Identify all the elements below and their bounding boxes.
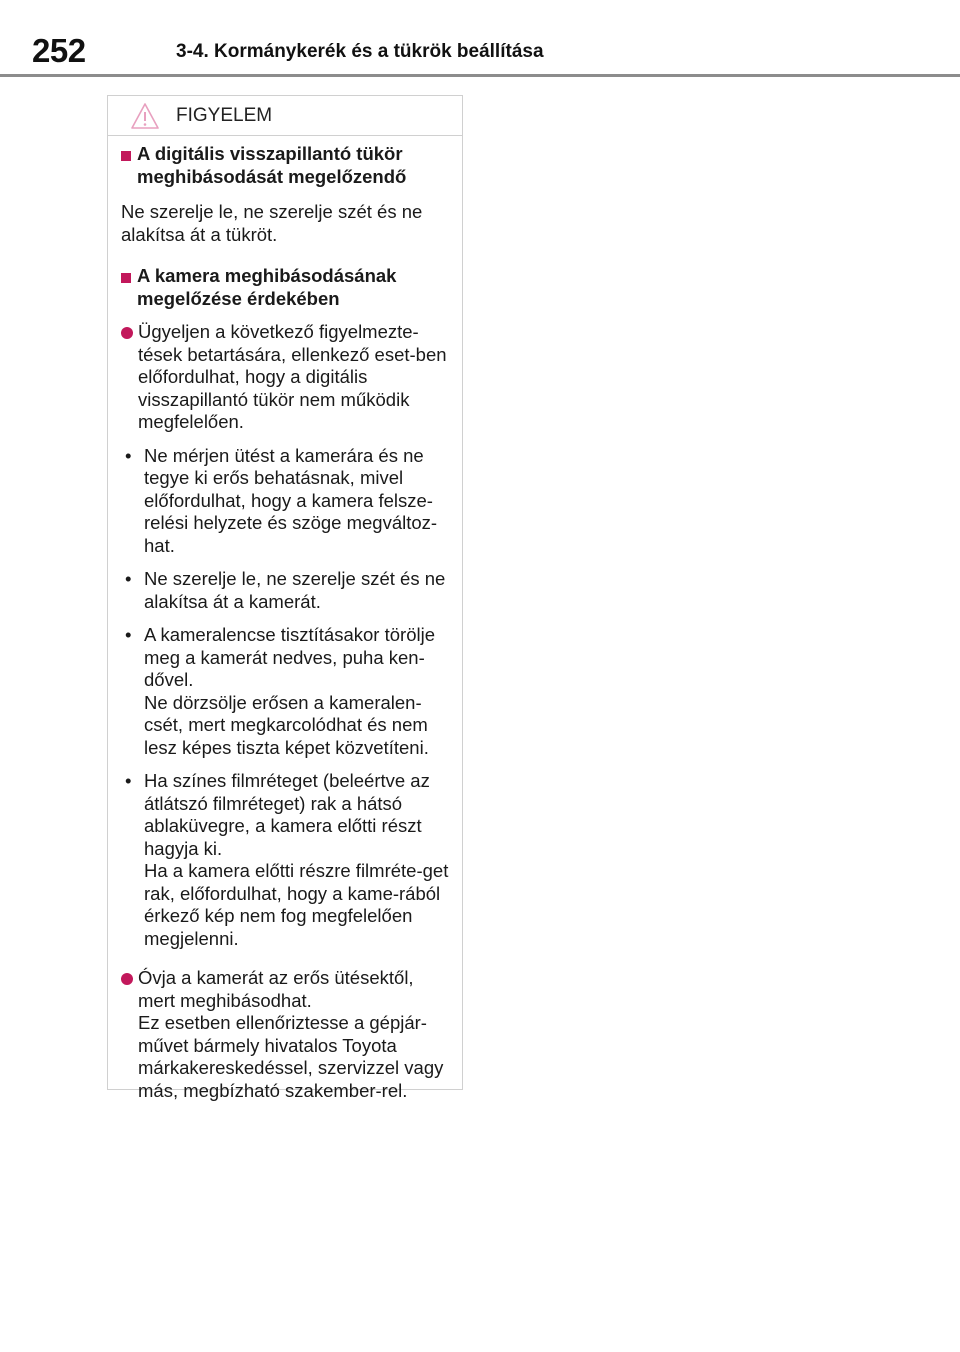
- list-item: Ügyeljen a következő figyelmezte-tések betartására, ellenkező eset-ben előfordulhat, hogy a digitális visszapillantó tükör nem működik megfelelően.: [118, 321, 450, 434]
- dot-bullet-icon: [121, 327, 133, 339]
- bullet-continuation: Ne dörzsölje erősen a kameralen-csét, mert megkarcolódhat és nem lesz képes tiszta képet közvetíteni.: [144, 691, 429, 758]
- warning-label: FIGYELEM: [176, 105, 273, 126]
- dot-bullet-icon: [121, 973, 133, 985]
- bullet-item: • A kameralencse tisztításakor törölje meg a kamerát nedves, puha ken-dővel.: [118, 624, 450, 692]
- section-title: 3-4. Kormánykerék és a tükrök beállítása: [176, 41, 544, 62]
- bullet-continuation: Ha a kamera előtti részre filmréte-get rak, előfordulhat, hogy a kame-rából érkező kép nem fog megfelelően megjelenni.: [144, 860, 449, 949]
- warning-body: [108, 136, 462, 1102]
- page-number: 252: [32, 32, 86, 69]
- header-rule: [0, 74, 960, 77]
- heading-camera: A kamera meghibásodásának megelőzése érdekében: [118, 265, 450, 310]
- bullet-icon: •: [125, 568, 132, 589]
- bullet-icon: •: [125, 770, 132, 791]
- paragraph-mirror: Ne szerelje le, ne szerelje szét és ne alakítsa át a tükröt.: [121, 201, 423, 245]
- heading-mirror: A digitális visszapillantó tükör meghibásodását megelőzendő: [118, 143, 450, 188]
- page-header: [0, 0, 960, 80]
- bullet-item: • Ne mérjen ütést a kamerára és ne tegye ki erős behatásnak, mivel előfordulhat, hogy a kamera felsze-relési helyzete és szöge megváltoz-hat.: [118, 445, 450, 558]
- bullet-icon: •: [125, 624, 132, 645]
- bullet-icon: •: [125, 444, 132, 466]
- warning-box: [107, 95, 463, 1101]
- list-item-continuation: Ez esetben ellenőriztesse a gépjár-művet bármely hivatalos Toyota márkakereskedéssel, szervizzel vagy más, megbízható szakember-rel.: [138, 1012, 444, 1101]
- bullet-item: • Ne szerelje le, ne szerelje szét és ne alakítsa át a kamerát.: [118, 568, 450, 613]
- warning-header: [108, 96, 462, 136]
- bullet-item: • Ha színes filmréteget (beleértve az átlátszó filmréteget) rak a hátsó ablaküvegre, a kamera előtti részt hagyja ki.: [118, 770, 450, 860]
- square-bullet-icon: [121, 273, 131, 283]
- square-bullet-icon: [121, 151, 131, 161]
- list-item: Óvja a kamerát az erős ütésektől, mert meghibásodhat.: [118, 967, 450, 1012]
- warning-triangle-icon: [130, 102, 160, 130]
